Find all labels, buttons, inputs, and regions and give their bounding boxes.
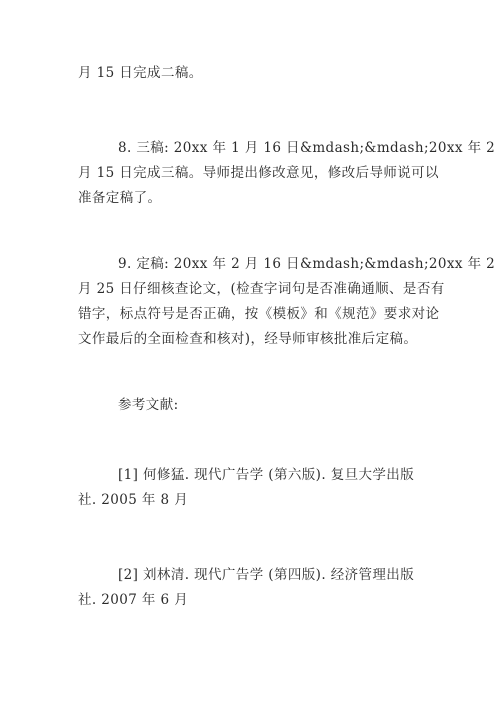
reference-item-1 bbox=[78, 463, 428, 513]
text-line: 社. 2007 年 6 月 bbox=[78, 592, 189, 608]
text-line: 月 15 日完成二稿。 bbox=[78, 65, 203, 81]
references-heading bbox=[78, 393, 428, 418]
text-line: 准备定稿了。 bbox=[78, 190, 162, 206]
paragraph-third-draft bbox=[78, 136, 496, 211]
text-line: 月 15 日完成三稿。导师提出修改意见，修改后导师说可以 bbox=[78, 165, 439, 181]
text-line: 错字，标点符号是否正确，按《模板》和《规范》要求对论 bbox=[78, 306, 440, 322]
text-line: 8. 三稿: 20xx 年 1 月 16 日&mdash;&mdash;20xx 年 2 bbox=[118, 140, 496, 156]
text-line: 社. 2005 年 8 月 bbox=[78, 492, 189, 508]
reference-item-2 bbox=[78, 563, 428, 613]
paragraph-final-draft bbox=[78, 252, 496, 352]
paragraph-second-draft-end bbox=[78, 61, 428, 86]
text-line: 参考文献: bbox=[118, 397, 179, 413]
text-line: [1] 何修猛. 现代广告学 (第六版). 复旦大学出版 bbox=[118, 467, 415, 483]
text-line: 9. 定稿: 20xx 年 2 月 16 日&mdash;&mdash;20xx 年 2 bbox=[118, 256, 496, 272]
text-line: [2] 刘林清. 现代广告学 (第四版). 经济管理出版 bbox=[118, 567, 415, 583]
text-line: 月 25 日仔细核查论文，(检查字词句是否准确通顺、是否有 bbox=[78, 281, 445, 297]
text-line: 文作最后的全面检查和核对)，经导师审核批准后定稿。 bbox=[78, 331, 418, 347]
